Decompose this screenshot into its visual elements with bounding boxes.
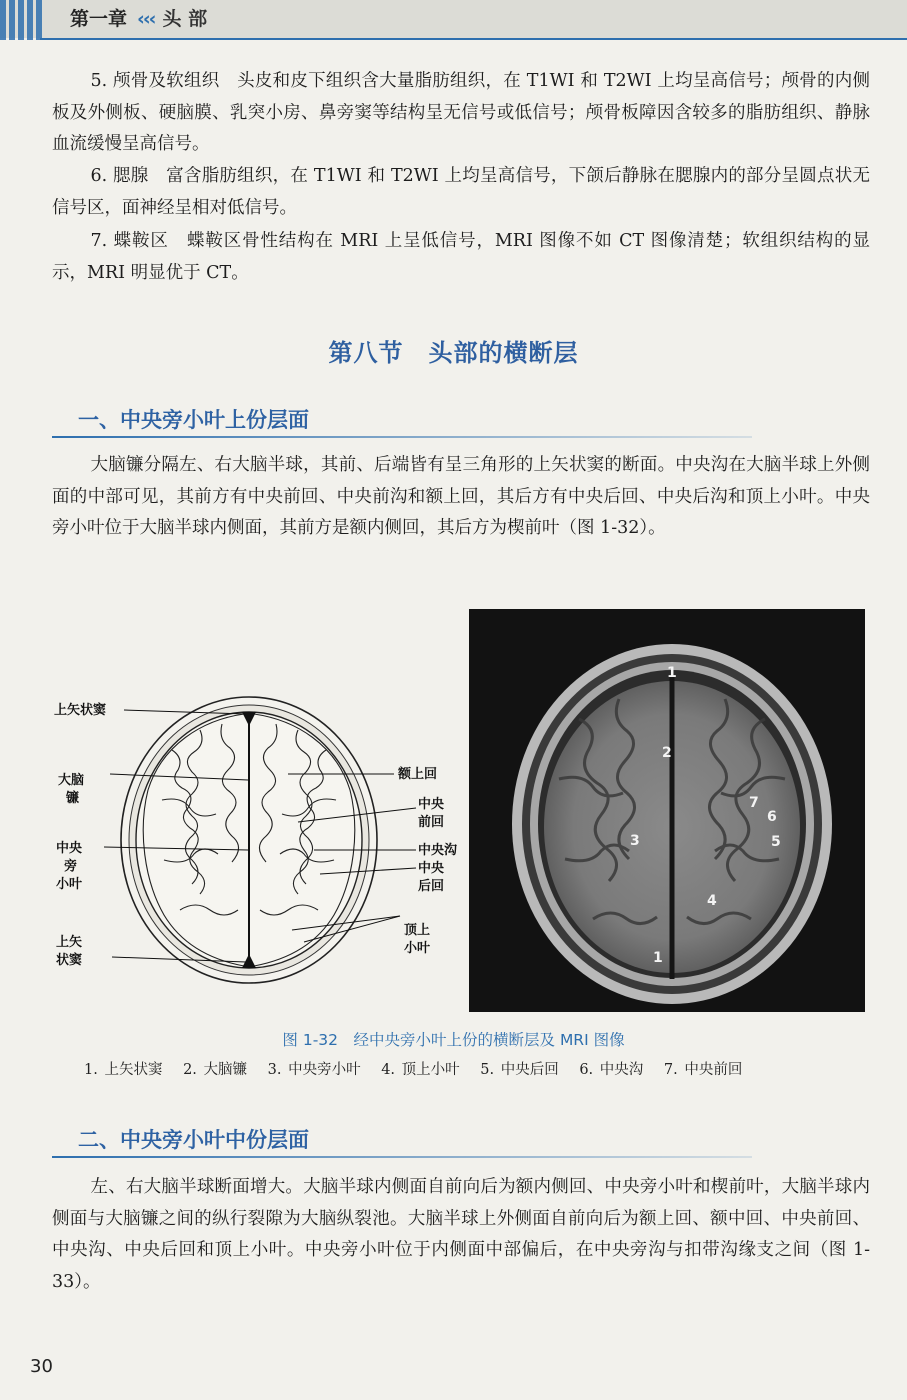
legend-item: 5. 中央后回: [480, 1062, 559, 1078]
legend-item: 2. 大脑镰: [183, 1062, 248, 1078]
diagram-label-postcentral-1: 中央: [418, 861, 445, 876]
paragraph-sella: 7. 蝶鞍区 蝶鞍区骨性结构在 MRI 上呈低信号，MRI 图像不如 CT 图像清楚；软组织结构的显示，MRI 明显优于 CT。: [52, 231, 870, 283]
mri-label-1-bottom: 1: [653, 950, 663, 966]
subsection-title-1: 一、中央旁小叶上份层面: [78, 408, 309, 432]
mri-label-4: 4: [707, 893, 717, 909]
page-number: 30: [30, 1356, 53, 1377]
mri-label-6: 6: [767, 809, 777, 825]
part-label: 头 部: [162, 8, 208, 30]
legend-item: 6. 中央沟: [579, 1062, 644, 1078]
diagram-label-central-sulcus: 中央沟: [418, 843, 458, 858]
diagram-label-sagittal-sinus-top: 上矢状窦: [54, 703, 107, 718]
diagram-label-falx-1: 大脑: [58, 773, 85, 788]
subsection-title-2: 二、中央旁小叶中份层面: [78, 1128, 309, 1152]
paragraph-skull: 5. 颅骨及软组织 头皮和皮下组织含大量脂肪组织，在 T1WI 和 T2WI 上均呈高信号；颅骨的内侧板及外侧板、硬脑膜、乳突小房、鼻旁窦等结构呈无信号或低信号；颅骨板障因含较多的脂肪组织、静脉血流缓慢呈高信号。: [52, 71, 870, 154]
mri-label-3: 3: [630, 833, 640, 849]
diagram-label-falx-2: 镰: [66, 791, 80, 806]
diagram-label-superior-parietal-1: 顶上: [404, 923, 431, 938]
diagram-label-paracentral-3: 小叶: [56, 877, 83, 892]
header-decoration: [0, 0, 44, 40]
paragraph-parotid: 6. 腮腺 富含脂肪组织，在 T1WI 和 T2WI 上均呈高信号，下颌后静脉在腮腺内的部分呈圆点状无信号区，面神经呈相对低信号。: [52, 166, 870, 218]
chapter-heading: [70, 4, 207, 34]
section-title: 第八节 头部的横断层: [328, 339, 579, 367]
paragraph-paracentral-upper: 大脑镰分隔左、右大脑半球，其前、后端皆有呈三角形的上矢状窦的断面。中央沟在大脑半球上外侧面的中部可见，其前方有中央前回、中央前沟和额上回，其后方有中央后回、中央后沟和顶上小叶。中央旁小叶位于大脑半球内侧面，其前方是额内侧回，其后方为楔前叶（图 1-32）。: [52, 455, 870, 538]
mri-label-5: 5: [771, 834, 781, 850]
legend-item: 3. 中央旁小叶: [267, 1062, 361, 1078]
mri-label-7: 7: [749, 795, 759, 811]
figure-legend: [84, 1058, 756, 1079]
header-rule: [40, 38, 907, 40]
chapter-label: 第一章: [70, 8, 128, 30]
mri-label-1-top: 1: [667, 665, 677, 681]
diagram-label-superior-frontal: 额上回: [398, 767, 438, 782]
diagram-label-sagittal-sinus-bottom-2: 状窦: [56, 953, 83, 968]
legend-item: 4. 顶上小叶: [381, 1062, 460, 1078]
diagram-label-paracentral-2: 旁: [64, 859, 78, 874]
diagram-label-precentral-1: 中央: [418, 797, 445, 812]
chevron-icon: ‹‹‹: [137, 8, 155, 30]
brain-section-diagram: [52, 690, 462, 995]
diagram-label-superior-parietal-2: 小叶: [404, 941, 431, 956]
diagram-label-paracentral-1: 中央: [56, 841, 83, 856]
diagram-label-precentral-2: 前回: [418, 815, 445, 830]
mri-label-2: 2: [662, 745, 672, 761]
diagram-label-postcentral-2: 后回: [418, 879, 445, 894]
legend-item: 7. 中央前回: [663, 1062, 743, 1078]
figure-caption: 图 1-32 经中央旁小叶上份的横断层及 MRI 图像: [282, 1031, 625, 1049]
subsection-underline-1: [52, 436, 752, 438]
paragraph-paracentral-middle: 左、右大脑半球断面增大。大脑半球内侧面自前向后为额内侧回、中央旁小叶和楔前叶，大脑半球内侧面与大脑镰之间的纵行裂隙为大脑纵裂池。大脑半球上外侧面自前向后为额上回、额中回、中央前回、中央沟、中央后回和顶上小叶。中央旁小叶位于内侧面中部偏后，在中央旁沟与扣带沟缘支之间（图 1-33）。: [52, 1177, 870, 1292]
diagram-label-sagittal-sinus-bottom-1: 上矢: [56, 935, 83, 950]
mri-scan-drawing: [469, 609, 865, 1012]
subsection-underline-2: [52, 1156, 752, 1158]
mri-image: [469, 609, 865, 1012]
legend-item: 1. 上矢状窦: [84, 1062, 163, 1078]
